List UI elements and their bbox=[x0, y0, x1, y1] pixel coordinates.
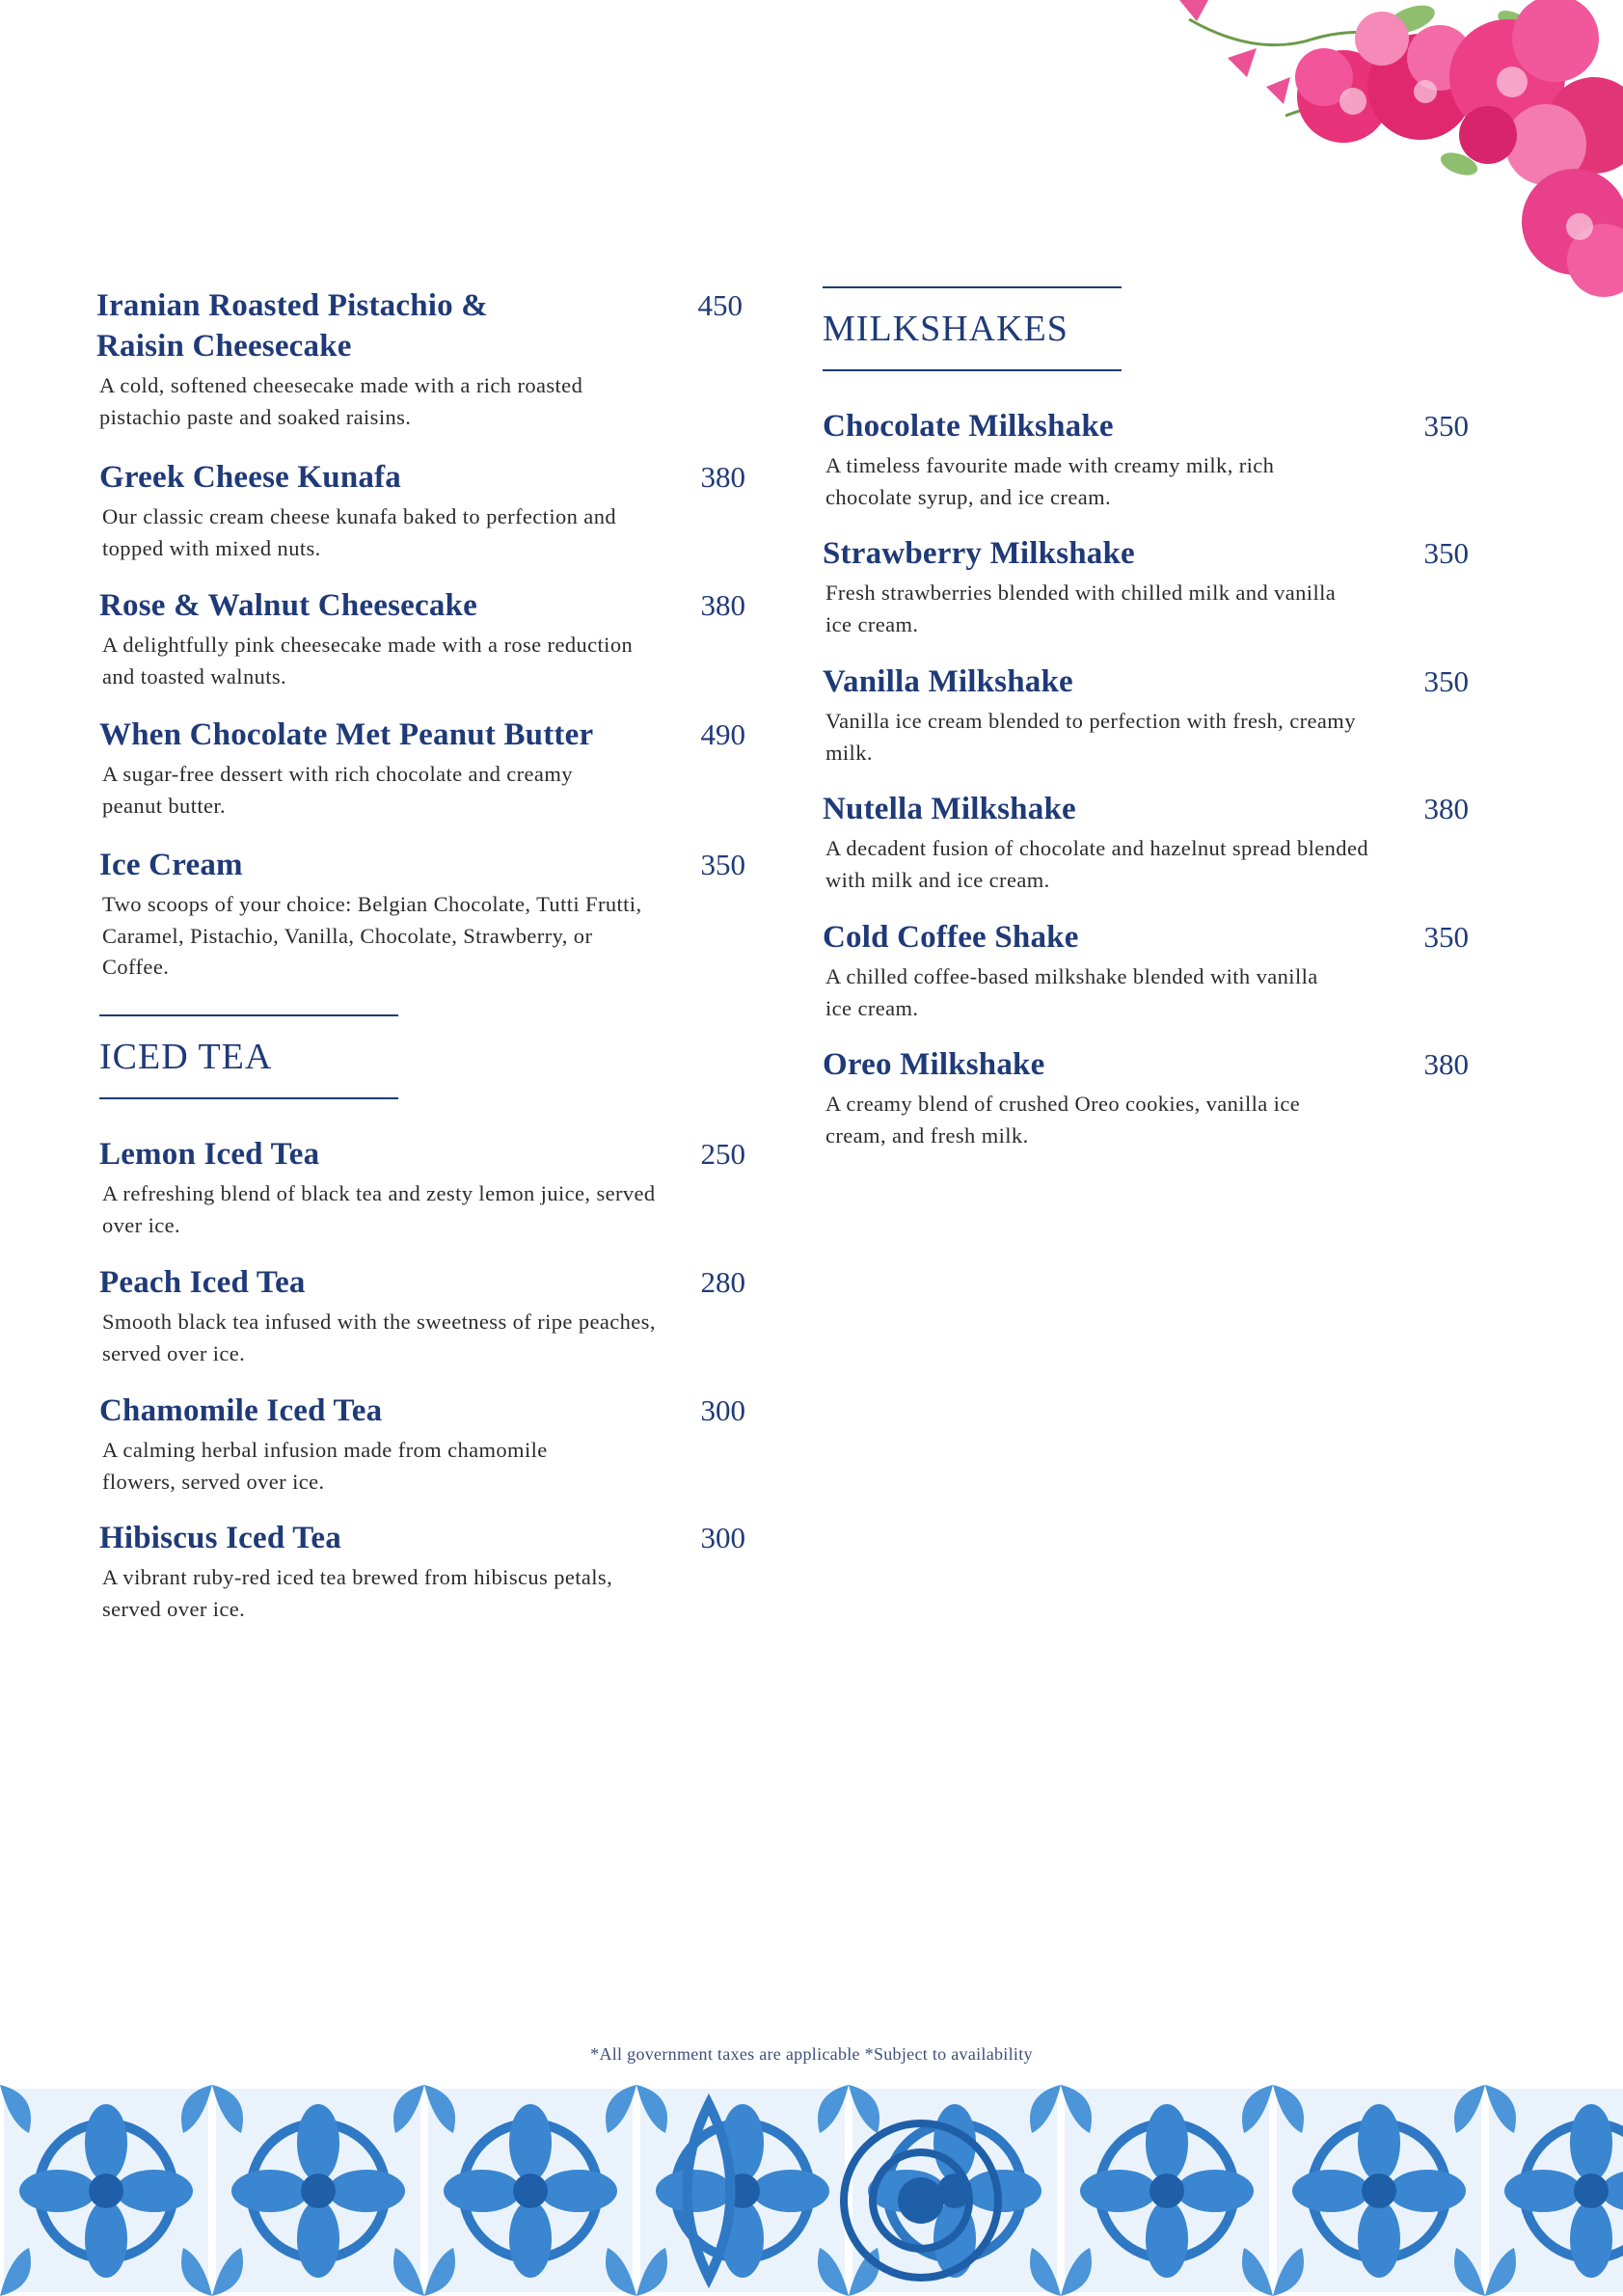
section-milkshakes bbox=[823, 286, 1131, 371]
item-price: 350 bbox=[700, 848, 745, 881]
item-price: 450 bbox=[697, 288, 743, 322]
item-price: 380 bbox=[700, 460, 745, 494]
item-description: A calming herbal infusion made from chamomile flowers, served over ice. bbox=[102, 1438, 548, 1494]
menu-item-greek-kunafa bbox=[99, 457, 745, 564]
item-description: Our classic cream cheese kunafa baked to perfection and topped with mixed nuts. bbox=[102, 504, 616, 560]
section-iced-tea bbox=[99, 1014, 408, 1099]
menu-item-chocolate-milkshake bbox=[823, 406, 1469, 513]
item-name: Rose & Walnut Cheesecake bbox=[99, 588, 477, 623]
item-price: 250 bbox=[700, 1137, 745, 1171]
item-description: Fresh strawberries blended with chilled milk and vanilla ice cream. bbox=[825, 581, 1337, 636]
item-name: Peach Iced Tea bbox=[99, 1265, 306, 1300]
item-name: Chocolate Milkshake bbox=[823, 409, 1114, 444]
menu-item-cold-coffee-shake bbox=[823, 917, 1469, 1024]
item-name: Nutella Milkshake bbox=[823, 792, 1076, 826]
item-description: A delightfully pink cheesecake made with a rose reduction and toasted walnuts. bbox=[102, 633, 634, 689]
item-description: Smooth black tea infused with the sweetness of ripe peaches, served over ice. bbox=[102, 1310, 656, 1365]
item-price: 350 bbox=[1423, 536, 1469, 570]
divider bbox=[99, 1097, 398, 1099]
item-name: Cold Coffee Shake bbox=[823, 920, 1079, 955]
item-name: Chamomile Iced Tea bbox=[99, 1393, 383, 1428]
section-title: ICED TEA bbox=[99, 1037, 273, 1077]
menu-item-ice-cream bbox=[99, 845, 745, 984]
menu-item-strawberry-milkshake bbox=[823, 533, 1469, 640]
item-price: 380 bbox=[1423, 1047, 1469, 1081]
item-description: A vibrant ruby-red iced tea brewed from hibiscus petals, served over ice. bbox=[102, 1565, 613, 1621]
item-name: Strawberry Milkshake bbox=[823, 536, 1135, 571]
menu-item-vanilla-milkshake bbox=[823, 662, 1469, 769]
item-description: Vanilla ice cream blended to perfection with fresh, creamy milk. bbox=[825, 709, 1356, 765]
menu-item-chamomile-iced-tea bbox=[99, 1391, 745, 1498]
menu-item-rose-walnut-cheesecake bbox=[99, 585, 745, 692]
item-name: Iranian Roasted Pistachio & Raisin Cheesecake bbox=[96, 288, 488, 364]
item-description: A creamy blend of crushed Oreo cookies, vanilla ice cream, and fresh milk. bbox=[825, 1092, 1301, 1148]
item-description: A timeless favourite made with creamy milk, rich chocolate syrup, and ice cream. bbox=[825, 453, 1275, 509]
menu-item-chocolate-peanut-butter bbox=[99, 715, 745, 822]
menu-item-hibiscus-iced-tea bbox=[99, 1518, 745, 1625]
menu-item-peach-iced-tea bbox=[99, 1262, 745, 1369]
divider bbox=[823, 369, 1122, 371]
item-price: 300 bbox=[700, 1393, 745, 1427]
item-price: 490 bbox=[700, 717, 745, 751]
item-name: Greek Cheese Kunafa bbox=[99, 460, 401, 495]
item-description: A refreshing blend of black tea and zesty lemon juice, served over ice. bbox=[102, 1181, 656, 1237]
item-description: A cold, softened cheesecake made with a rich roasted pistachio paste and soaked raisins. bbox=[99, 373, 583, 429]
item-description: Two scoops of your choice: Belgian Chocolate, Tutti Frutti, Caramel, Pistachio, Vanilla, Chocolate, Strawberry, or Coffee. bbox=[102, 892, 642, 979]
divider bbox=[823, 286, 1122, 288]
item-price: 350 bbox=[1423, 920, 1469, 954]
section-title: MILKSHAKES bbox=[823, 309, 1068, 349]
blue-tile-decoration bbox=[0, 2085, 1623, 2296]
item-price: 280 bbox=[700, 1265, 745, 1299]
item-price: 350 bbox=[1423, 409, 1469, 443]
item-name: Hibiscus Iced Tea bbox=[99, 1521, 341, 1555]
item-price: 350 bbox=[1423, 664, 1469, 698]
item-price: 380 bbox=[700, 588, 745, 622]
menu-item-nutella-milkshake bbox=[823, 789, 1469, 896]
item-description: A chilled coffee-based milkshake blended with vanilla ice cream. bbox=[825, 964, 1318, 1020]
item-price: 300 bbox=[700, 1521, 745, 1554]
footer-note: *All government taxes are applicable *Subject to availability bbox=[590, 2044, 1033, 2064]
menu-item-oreo-milkshake bbox=[823, 1044, 1469, 1151]
menu-item-lemon-iced-tea bbox=[99, 1134, 745, 1241]
item-name: Vanilla Milkshake bbox=[823, 664, 1073, 699]
menu-item-pistachio-cheesecake bbox=[96, 285, 743, 433]
item-description: A decadent fusion of chocolate and hazelnut spread blended with milk and ice cream. bbox=[825, 836, 1368, 892]
item-name: Ice Cream bbox=[99, 848, 243, 882]
item-name: Lemon Iced Tea bbox=[99, 1137, 320, 1172]
item-name: Oreo Milkshake bbox=[823, 1047, 1045, 1082]
divider bbox=[99, 1014, 398, 1016]
bougainvillea-decoration bbox=[1170, 0, 1623, 299]
item-price: 380 bbox=[1423, 792, 1469, 825]
item-description: A sugar-free dessert with rich chocolate and creamy peanut butter. bbox=[102, 762, 573, 818]
item-name: When Chocolate Met Peanut Butter bbox=[99, 717, 594, 752]
